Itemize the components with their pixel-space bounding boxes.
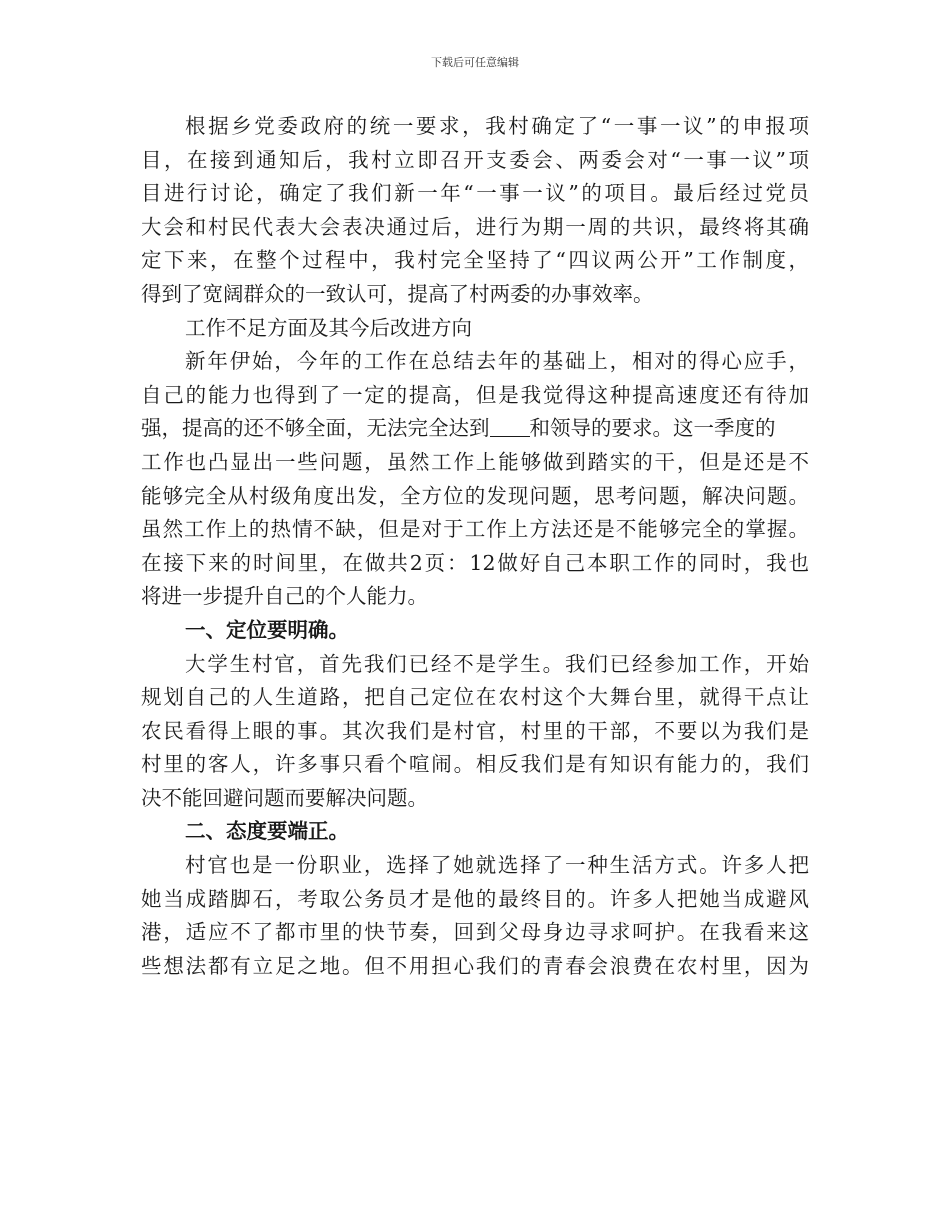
page-header: 下载后可任意编辑: [431, 56, 519, 69]
text-line: 目进行讨论，确定了我们新一年“一事一议”的项目。最后经过党员: [141, 181, 809, 206]
subtitle-text: 工作不足方面及其今后改进方向: [185, 315, 472, 340]
document-body: [141, 110, 809, 983]
text-line: 在接下来的时间里，在做共2页：12做好自己本职工作的同时，我也: [141, 550, 809, 575]
text-line: 些想法都有立足之地。但不用担心我们的青春会浪费在农村里，因为: [141, 953, 809, 978]
text-line: 她当成踏脚石，考取公务员才是他的最终目的。许多人把她当成避风: [141, 886, 809, 911]
text-line: 根据乡党委政府的统一要求，我村确定了“一事一议”的申报项: [185, 114, 809, 138]
text-segment: 和领导的要求。这一季度的: [529, 416, 776, 441]
text-line: 村官也是一份职业，选择了她就选择了一种生活方式。许多人把: [185, 853, 809, 878]
text-line-with-blank: [141, 412, 809, 446]
text-line: 港，适应不了都市里的快节奏，回到父母身边寻求呵护。在我看来这: [141, 920, 809, 945]
text-line: 村里的客人，许多事只看个喧闹。相反我们是有知识有能力的，我们: [141, 752, 809, 777]
text-line: 决不能回避问题而要解决问题。: [141, 785, 428, 810]
text-segment: 强，提高的还不够全面，无法完全达到: [141, 416, 490, 441]
text-line: 自己的能力也得到了一定的提高，但是我觉得这种提高速度还有待加: [141, 382, 809, 407]
text-line: 规划自己的人生道路，把自己定位在农村这个大舞台里，就得干点让: [141, 685, 809, 710]
text-line: 将进一步提升自己的个人能力。: [141, 584, 428, 609]
text-line: 农民看得上眼的事。其次我们是村官，村里的干部，不要以为我们是: [141, 718, 809, 743]
paragraph-3: [141, 648, 809, 816]
section-heading-2: 二、态度要端正。: [185, 819, 349, 844]
paragraph-1: [141, 110, 809, 312]
text-line: 定下来，在整个过程中，我村完全坚持了“四议两公开”工作制度，: [141, 248, 809, 273]
fill-blank: [490, 435, 530, 437]
text-line: 工作也凸显出一些问题，虽然工作上能够做到踏实的干，但是还是不: [141, 449, 809, 474]
text-line: 虽然工作上的热情不缺，但是对于工作上方法还是不能够完全的掌握。: [141, 517, 809, 542]
text-line: 大会和村民代表大会表决通过后，进行为期一周的共识，最终将其确: [141, 214, 809, 239]
paragraph-4: [141, 849, 809, 983]
section-subtitle: [141, 312, 809, 346]
text-line: 大学生村官，首先我们已经不是学生。我们已经参加工作，开始: [185, 651, 809, 676]
section-heading-1: 一、定位要明确。: [185, 617, 349, 642]
text-line: 能够完全从村级角度出发，全方位的发现问题，思考问题，解决问题。: [141, 483, 809, 508]
paragraph-2: [141, 345, 809, 614]
text-line: 新年伊始，今年的工作在总结去年的基础上，相对的得心应手，: [185, 349, 809, 374]
text-line: 得到了宽阔群众的一致认可，提高了村两委的办事效率。: [141, 281, 654, 306]
text-line: 目，在接到通知后，我村立即召开支委会、两委会对“一事一议”项: [141, 147, 809, 172]
